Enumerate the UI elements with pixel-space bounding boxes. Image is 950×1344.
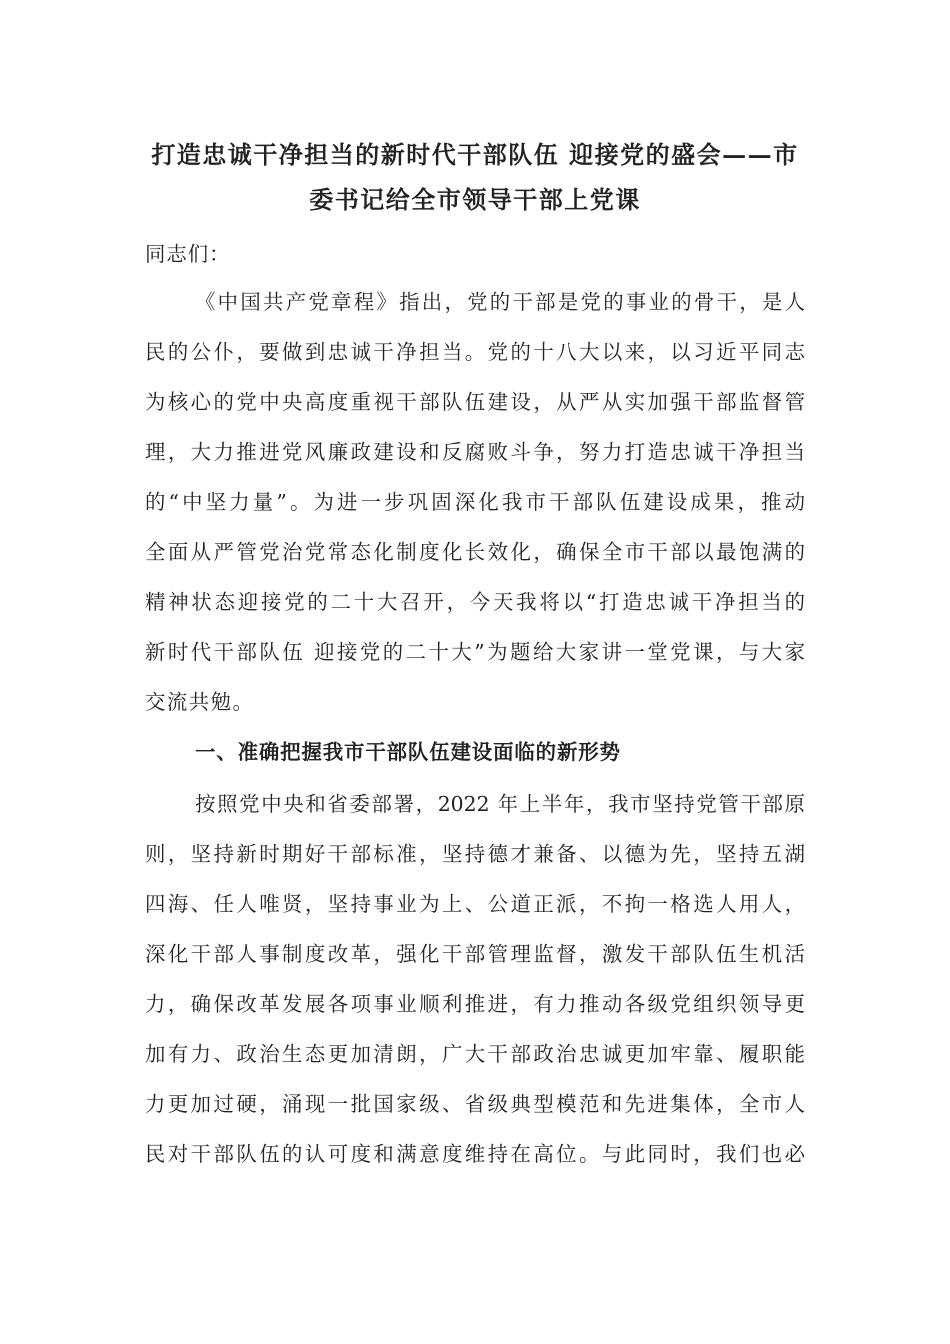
paragraph-1-line: 为核心的党中央高度重视干部队伍建设，从严从实加强干部监督管 (145, 390, 805, 414)
paragraph-1-line: 新时代干部队伍 迎接党的二十大”为题给大家讲一堂党课，与大家 (145, 640, 805, 664)
paragraph-2-line: 力，确保改革发展各项事业顺利推进，有力推动各级党组织领导更 (145, 992, 805, 1016)
paragraph-2-line: 四海、任人唯贤，坚持事业为上、公道正派，不拘一格选人用人， (145, 892, 805, 916)
paragraph-1-line: 《中国共产党章程》指出，党的干部是党的事业的骨干，是人 (195, 290, 805, 314)
title-line-1: 打造忠诚干净担当的新时代干部队伍 迎接党的盛会——市 (151, 140, 799, 169)
paragraph-2-line: 则，坚持新时期好干部标准，坚持德才兼备、以德为先，坚持五湖 (145, 842, 805, 866)
title-line-2: 委书记给全市领导干部上党课 (309, 185, 641, 214)
paragraph-1-line: 全面从严管党治党常态化制度化长效化，确保全市干部以最饱满的 (145, 540, 805, 564)
paragraph-2-line: 深化干部人事制度改革，强化干部管理监督，激发干部队伍生机活 (145, 942, 805, 966)
section-heading: 一、准确把握我市干部队伍建设面临的新形势 (195, 740, 621, 764)
paragraph-2-line: 加有力、政治生态更加清朗，广大干部政治忠诚更加牢靠、履职能 (145, 1042, 805, 1066)
document-title (145, 132, 805, 222)
paragraph-1-line: 交流共勉。 (145, 690, 255, 714)
paragraph-1-line: 民的公仆，要做到忠诚干净担当。党的十八大以来，以习近平同志 (145, 340, 805, 364)
paragraph-1-line: 理，大力推进党风廉政建设和反腐败斗争，努力打造忠诚干净担当 (145, 440, 805, 464)
paragraph-1-line: 精神状态迎接党的二十大召开，今天我将以“打造忠诚干净担当的 (145, 590, 805, 614)
paragraph-2-line: 按照党中央和省委部署，2022 年上半年，我市坚持党管干部原 (195, 792, 805, 816)
paragraph-2-line: 力更加过硬，涌现一批国家级、省级典型模范和先进集体，全市人 (145, 1092, 805, 1116)
paragraph-2-line: 民对干部队伍的认可度和满意度维持在高位。与此同时，我们也必 (145, 1142, 805, 1166)
salutation: 同志们： (145, 242, 231, 266)
paragraph-1-line: 的“中坚力量”。为进一步巩固深化我市干部队伍建设成果，推动 (145, 490, 805, 514)
